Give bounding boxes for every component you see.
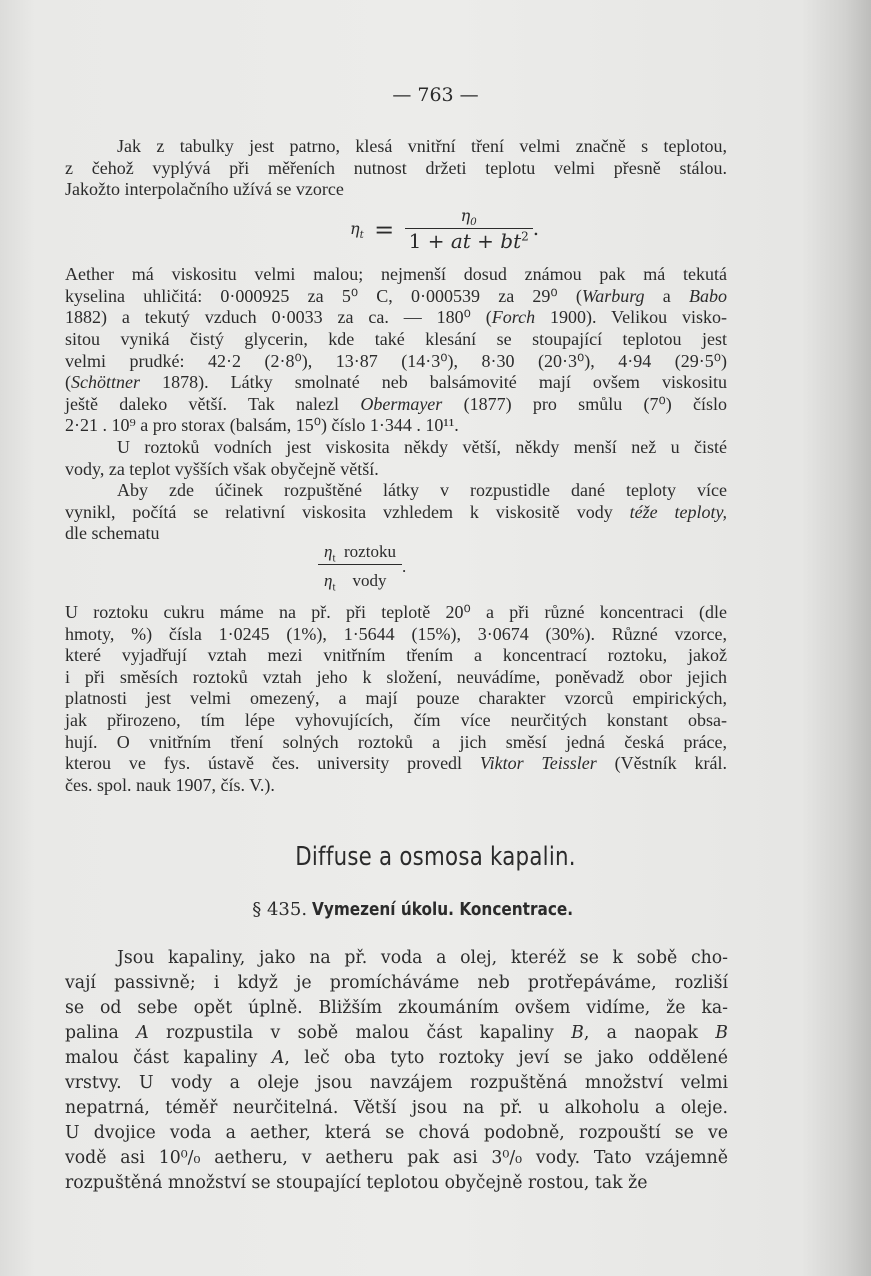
text-segment: 1900). Velikou visko- [535, 307, 727, 328]
text-line [65, 732, 727, 754]
subscript: 0 [470, 216, 477, 229]
text-segment: , a naopak [583, 1022, 716, 1043]
text-segment: (1877) pro smůlu (7⁰) číslo [442, 393, 727, 414]
text-line [65, 179, 727, 201]
italic-text: Babo [688, 285, 727, 306]
italic-text: A [271, 1047, 285, 1068]
text-segment: Jakožto interpolačního užívá se vzorce [65, 179, 344, 200]
text-segment: které vyjadřují vztah mezi vnitřním třením a koncentrací roztoku, jakož [65, 645, 727, 666]
text-segment: hmoty, %) čísla 1·0245 (1%), 1·5644 (15%), 3·0674 (30%). Různé vzorce, [65, 623, 727, 644]
text-segment: a [644, 285, 689, 306]
paragraph [65, 136, 727, 201]
text-line [65, 394, 727, 416]
italic-text: Warburg [581, 285, 645, 306]
text-line [65, 286, 727, 308]
text-line [65, 624, 727, 646]
section-heading [0, 899, 871, 920]
text-segment: platnosti jest velmi omezený, a mají pouze charakter vzorců empirických, [65, 688, 727, 709]
text-line [65, 996, 728, 1021]
chapter-title: Diffuse a osmosa kapalin. [295, 842, 576, 872]
text-line [65, 329, 727, 351]
text-segment: jak přirozeno, tím lépe vyhovujících, čím více neurčitých konstant obsa- [65, 710, 727, 731]
paragraph [65, 264, 727, 437]
text-segment: se od sebe opět úplně. Bližším zkoumáním ovšem vidíme, že ka- [65, 997, 728, 1018]
text-line [65, 971, 728, 996]
text-line [65, 502, 727, 524]
text-segment: kyselina uhličitá: 0·000925 za 5⁰ C, 0·000539 za 29⁰ ( [65, 285, 582, 306]
text-line [65, 459, 727, 481]
text-segment: hují. O vnitřním tření solných roztoků a jich směsí jedná česká práce, [65, 731, 727, 752]
text-segment: ( [65, 372, 71, 393]
text-line [65, 1071, 728, 1096]
subscript: t [332, 552, 336, 565]
text-segment: (Věstník král. [596, 753, 727, 774]
text-line [65, 372, 727, 394]
body-text-bottom [65, 946, 728, 1196]
text-line [65, 1146, 728, 1171]
text-line [65, 946, 728, 971]
text-line [65, 264, 727, 286]
text-line [65, 158, 727, 180]
section-title: Vymezení úkolu. Koncentrace. [311, 899, 573, 920]
text-segment: 1878). Látky smolnaté neb balsámovité mají ovšem viskositu [140, 372, 727, 393]
subscript: t [332, 581, 336, 594]
denominator [318, 564, 402, 593]
paragraph [65, 602, 727, 796]
text-segment: 2·21 . 10⁹ a pro storax (balsám, 15⁰) číslo 1·344 . 10¹¹. [65, 415, 459, 436]
text-segment: Aether má viskositu velmi malou; nejmenší dosud známou pak má tekutá [65, 264, 727, 285]
italic-text: Obermayer [360, 393, 443, 414]
text-segment: sitou vyniká čistý glycerin, kde také klesání se stoupající teplotou jest [65, 328, 727, 349]
eta-symbol: η [460, 206, 471, 225]
eta-symbol: η [350, 218, 360, 238]
text-line [65, 710, 727, 732]
italic-text: Viktor Teissler [479, 753, 597, 774]
text-segment: vodě asi 10⁰/₀ aetheru, v aetheru pak asi 3⁰/₀ vody. Tato vzájemně [65, 1147, 728, 1168]
numerator [318, 542, 402, 564]
text-line [65, 753, 727, 775]
text-segment: U dvojice voda a aether, která se chová podobně, rozpouští se ve [65, 1122, 728, 1143]
text-segment: Jak z tabulky jest patrno, klesá vnitřní tření velmi značně s teplotou, [117, 136, 727, 157]
den-part: bt [500, 229, 522, 254]
text-line [65, 667, 727, 689]
fraction [405, 206, 533, 253]
text-line [65, 602, 727, 624]
denominator-word: vody [352, 571, 387, 591]
text-line [65, 1021, 728, 1046]
text-line [65, 775, 727, 797]
text-line [65, 351, 727, 373]
formula-viscosity-temperature [350, 206, 539, 253]
text-line [65, 688, 727, 710]
italic-text: A [136, 1022, 149, 1043]
italic-text: Schöttner [71, 372, 140, 393]
text-segment: kterou ve fys. ústavě čes. university provedl [65, 753, 480, 774]
den-part: + [470, 229, 501, 254]
italic-text: téže teploty, [629, 501, 727, 522]
eta-symbol: η [324, 542, 333, 561]
text-line [65, 415, 727, 437]
paragraph [65, 437, 727, 480]
italic-text: Forch [491, 307, 536, 328]
den-part: at [450, 229, 471, 254]
equals-sign: = [374, 215, 395, 244]
italic-text: B [715, 1022, 728, 1043]
exponent: 2 [521, 229, 529, 244]
text-segment: ještě daleko větší. Tak nalezl [65, 393, 361, 414]
text-line [65, 136, 727, 158]
page-number: — 763 — [392, 84, 479, 106]
eta-symbol: η [324, 571, 333, 591]
text-segment: palina [65, 1022, 137, 1043]
text-segment: 1882) a tekutý vzduch 0·0033 za ca. — 180⁰ ( [65, 307, 492, 328]
text-segment: Aby zde účinek rozpuštěné látky v rozpustidle dané teploty více [117, 480, 727, 501]
text-line [65, 1171, 728, 1196]
text-segment: Jsou kapaliny, jako na př. voda a olej, kteréž se k sobě cho- [117, 947, 728, 968]
numerator [405, 206, 533, 228]
text-segment: rozpustila v sobě malou část kapaliny [148, 1022, 572, 1043]
paragraph [65, 480, 727, 545]
section-number: § 435. [252, 899, 308, 920]
text-segment: vrstvy. U vody a oleje jsou navzájem rozpuštěná množství velmi [65, 1072, 728, 1093]
text-segment: U roztoku cukru máme na př. při teplotě 20⁰ a při různé koncentraci (dle [65, 602, 727, 623]
text-segment: dle schematu [65, 523, 160, 544]
text-line [65, 480, 727, 502]
formula-period: . [401, 556, 407, 576]
subscript: t [359, 228, 364, 241]
text-segment: , leč oba tyto roztoky jeví se jako oddělené [284, 1047, 728, 1068]
fraction [318, 542, 402, 594]
text-segment: vody, za teplot vyšších však obyčejně větší. [65, 458, 379, 479]
text-segment: vají passivně; i když je promícháváme neb protřepáváme, rozliší [65, 972, 728, 993]
text-segment: U roztoků vodních jest viskosita někdy větší, někdy menší než u čisté [117, 436, 727, 457]
denominator [405, 228, 533, 253]
text-segment: rozpuštěná množství se stoupající teplotou obyčejně rostou, tak že [65, 1172, 648, 1193]
text-segment: malou část kapaliny [65, 1047, 272, 1068]
text-segment: nepatrná, téměř neurčitelná. Větší jsou na př. u alkoholu a oleje. [65, 1097, 728, 1118]
formula-relative-viscosity [318, 542, 406, 594]
text-line [65, 645, 727, 667]
text-line [65, 1096, 728, 1121]
text-segment: i při směsích roztoků vztah jeho k složení, neuvádíme, poněvadž obor jejich [65, 666, 727, 687]
numerator-word: roztoku [344, 542, 396, 561]
formula-lhs [350, 219, 364, 241]
text-line [65, 1121, 728, 1146]
text-line [65, 437, 727, 459]
formula-period: . [532, 216, 540, 241]
text-line [65, 1046, 728, 1071]
text-line [65, 307, 727, 329]
text-segment: čes. spol. nauk 1907, čís. V.). [65, 774, 275, 795]
paragraph [65, 946, 728, 1196]
text-segment: z čehož vyplývá při měřeních nutnost držeti teplotu velmi přesně stálou. [65, 157, 727, 178]
den-part: 1 + [408, 229, 451, 254]
text-segment: vynikl, počítá se relativní viskosita vzhledem k viskositě vody [65, 501, 630, 522]
italic-text: B [571, 1022, 584, 1043]
text-segment: velmi prudké: 42·2 (2·8⁰), 13·87 (14·3⁰), 8·30 (20·3⁰), 4·94 (29·5⁰) [65, 350, 727, 371]
